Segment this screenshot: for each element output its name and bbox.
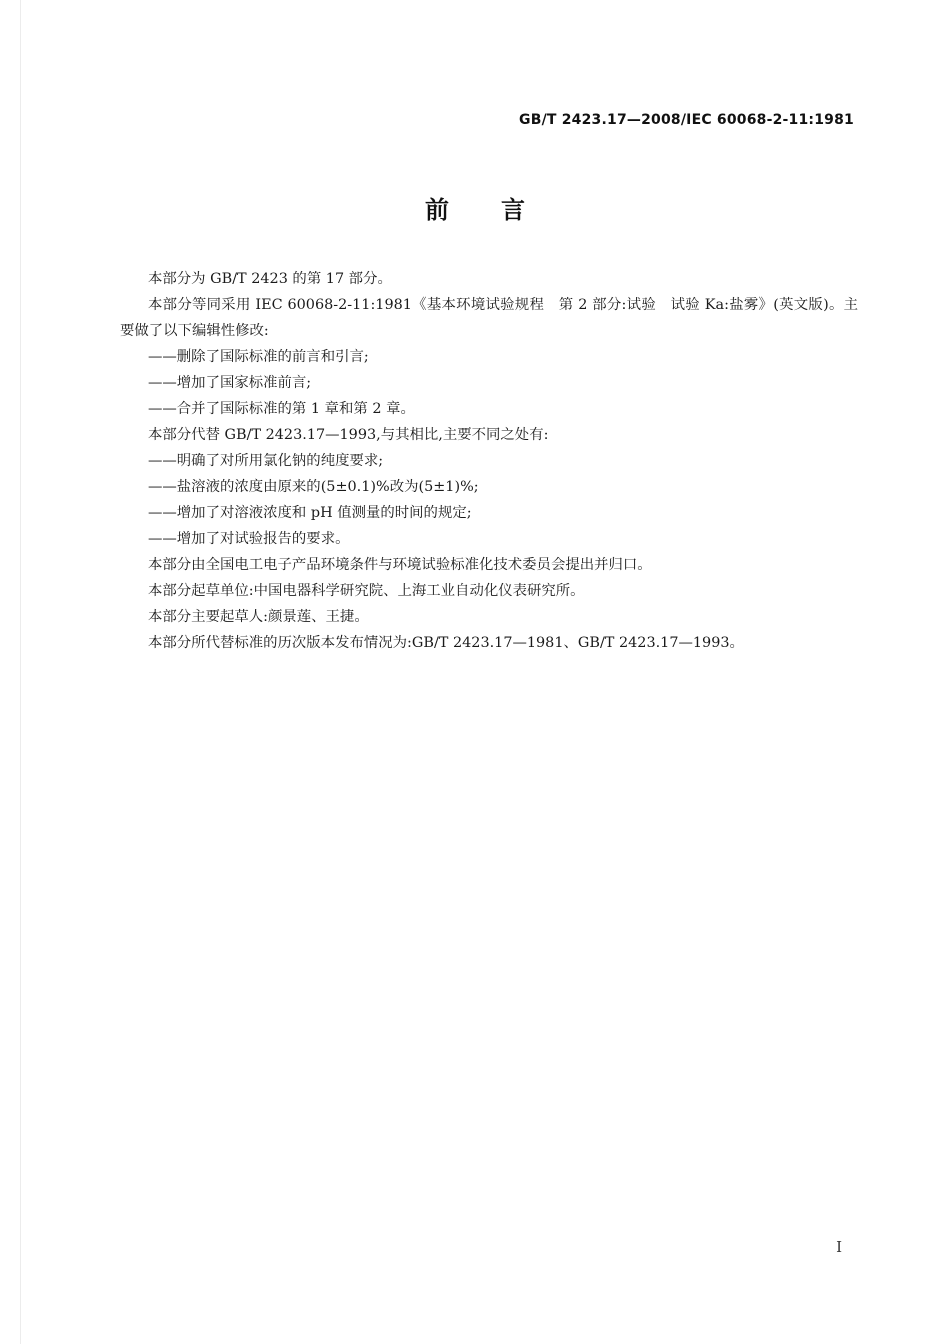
paragraph-drafting-units: 本部分起草单位:中国电器科学研究院、上海工业自动化仪表研究所。: [148, 583, 585, 599]
list-item-editorial-change: ——删除了国际标准的前言和引言;: [148, 349, 369, 365]
list-item-difference: ——增加了对溶液浓度和 pH 值测量的时间的规定;: [148, 505, 472, 521]
standard-number-header: GB/T 2423.17—2008/IEC 60068-2-11:1981: [519, 112, 854, 128]
paragraph-history: 本部分所代替标准的历次版本发布情况为:GB/T 2423.17—1981、GB/T 2423.17—1993。: [148, 635, 744, 651]
list-item-editorial-change: ——合并了国际标准的第 1 章和第 2 章。: [148, 401, 415, 417]
paragraph-adoption: 本部分等同采用 IEC 60068-2-11:1981《基本环境试验规程 第 2 部分:试验 试验 Ka:盐雾》(英文版)。主要做了以下编辑性修改:: [120, 297, 858, 339]
list-item-editorial-change: ——增加了国家标准前言;: [148, 375, 312, 391]
page-number: I: [836, 1238, 842, 1256]
foreword-body: [120, 266, 858, 656]
list-item-difference: ——明确了对所用氯化钠的纯度要求;: [148, 453, 384, 469]
page-title: 前言: [425, 196, 577, 224]
paragraph-drafters: 本部分主要起草人:颜景莲、王捷。: [148, 609, 369, 625]
list-item-difference: ——增加了对试验报告的要求。: [148, 531, 350, 547]
paragraph-replacement: 本部分代替 GB/T 2423.17—1993,与其相比,主要不同之处有:: [148, 427, 549, 443]
list-item-difference: ——盐溶液的浓度由原来的(5±0.1)%改为(5±1)%;: [148, 479, 479, 495]
paragraph-proposer: 本部分由全国电工电子产品环境条件与环境试验标准化技术委员会提出并归口。: [148, 557, 652, 573]
paragraph-part-statement: 本部分为 GB/T 2423 的第 17 部分。: [148, 271, 392, 287]
